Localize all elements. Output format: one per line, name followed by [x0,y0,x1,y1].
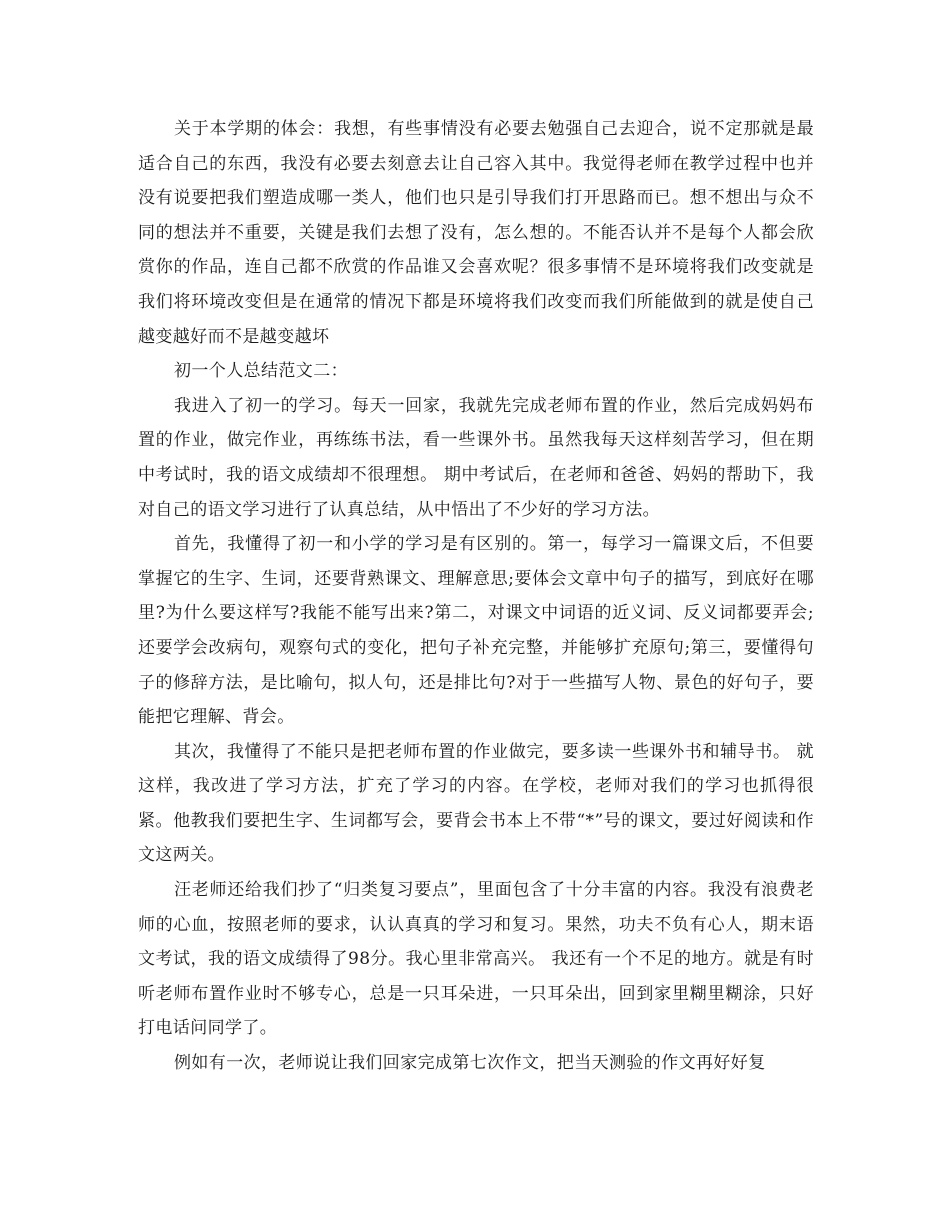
paragraph-intro: 我进入了初一的学习。每天一回家，我就先完成老师布置的作业，然后完成妈妈布置的作业，做完作业，再练练书法，看一些课外书。虽然我每天这样刻苦学习，但在期中考试时，我的语文成绩却不很理想。 期中考试后，在老师和爸爸、妈妈的帮助下，我对自己的语文学习进行了认真总结，从中悟出了不少好的学习方法。 [138,395,814,520]
paragraph-example: 例如有一次，老师说让我们回家完成第七次作文，把当天测验的作文再好好复 [174,1053,766,1074]
paragraph-reflection: 关于本学期的体会：我想，有些事情没有必要去勉强自己去迎合，说不定那就是最适合自己的东西，我没有必要去刻意去让自己容入其中。我觉得老师在教学过程中也并没有说要把我们塑造成哪一类人，他们也只是引导我们打开思路而已。想不想出与众不同的想法并不重要，关键是我们去想了没有，怎么想的。不能否认并不是每个人都会欣赏你的作品，连自己都不欣赏的作品谁又会喜欢呢？很多事情不是环境将我们改变就是我们将环境改变但是在通常的情况下都是环境将我们改变而我们所能做到的就是使自己越变越好而不是越变越坏 [138,119,814,347]
paragraph-first: 首先，我懂得了初一和小学的学习是有区别的。第一，每学习一篇课文后，不但要掌握它的生字、生词，还要背熟课文、理解意思;要体会文章中句子的描写，到底好在哪里?为什么要这样写?我能不能写出来?第二，对课文中词语的近义词、反义词都要弄会;还要学会改病句，观察句式的变化，把句子补充完整，并能够扩充原句;第三，要懂得句子的修辞方法，是比喻句，拟人句，还是排比句?对于一些描写人物、景色的好句子，要能把它理解、背会。 [138,534,814,728]
paragraph-teacher: 汪老师还给我们抄了“归类复习要点”，里面包含了十分丰富的内容。我没有浪费老师的心血，按照老师的要求，认认真真的学习和复习。果然，功夫不负有心人，期末语文考试，我的语文成绩得了98分。我心里非常高兴。 我还有一个不足的地方。就是有时听老师布置作业时不够专心，总是一只耳朵进，一只耳朵出，回到家里糊里糊涂，只好打电话问同学了。 [138,880,814,1039]
section-heading: 初一个人总结范文二： [174,361,348,382]
document-body [138,112,814,1081]
paragraph-second: 其次，我懂得了不能只是把老师布置的作业做完，要多读一些课外书和辅导书。 就这样，我改进了学习方法，扩充了学习的内容。在学校，老师对我们的学习也抓得很紧。他教我们要把生字、生词都写会，要背会书本上不带“*”号的课文，要过好阅读和作文这两关。 [138,741,814,866]
